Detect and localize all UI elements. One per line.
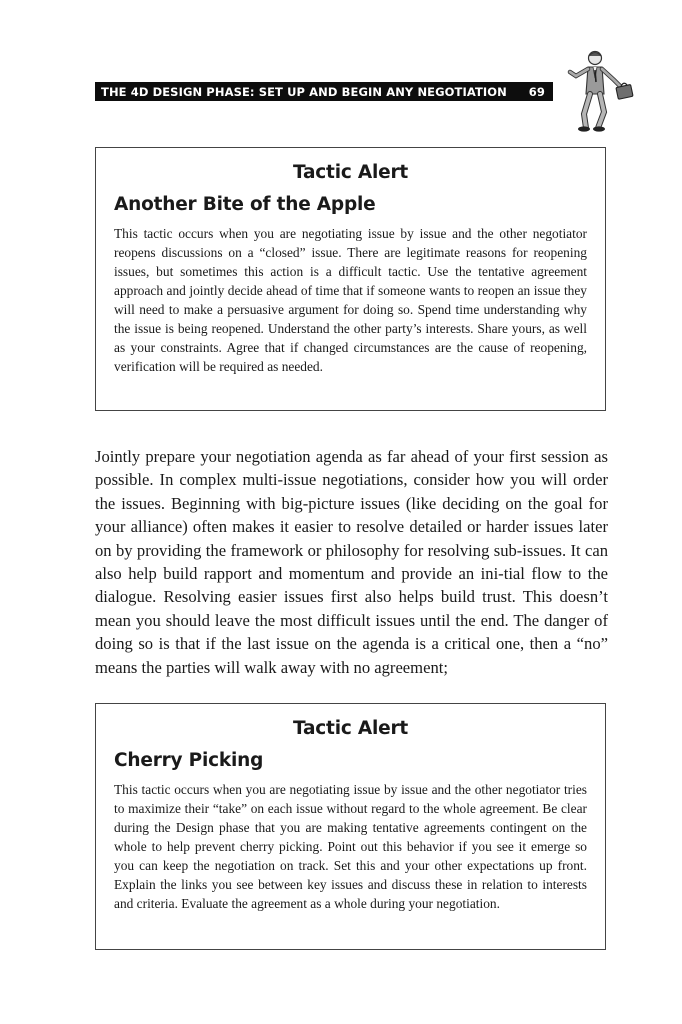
tactic-alert-text: This tactic occurs when you are negotiating issue by issue and the other negotiator reopens discussions on a “closed” issue. There are legitimate reasons for reopening issues, but sometimes this action is a difficult tactic. Use the tentative agreement approach and jointly decide ahead of time that if someone wants to reopen an issue they will need to make a persuasive argument for doing so. Spend time understanding why the issue is being reopened. Understand the other party’s interests. Share yours, as well as your constraints. Agree that if changed circumstances are the cause of reopening, verification will be required as needed. bbox=[114, 226, 587, 374]
page-number: 69 bbox=[528, 84, 545, 99]
running-header bbox=[95, 82, 553, 101]
tactic-alert-box-1 bbox=[95, 147, 606, 411]
tactic-alert-text: This tactic occurs when you are negotiating issue by issue and the other negotiator tries to maximize their “take” on each issue without regard to the whole agreement. Be clear during the Design phase that you are making tentative agreements contingent on the whole to help prevent cherry picking. Point out this behavior if you see it emerge so you can keep the negotiation on track. Set this and your other expectations up front. Explain the links you see between key issues and discuss these in relation to interests and criteria. Evaluate the agreement as a whole during your negotiation. bbox=[114, 782, 587, 911]
tactic-alert-title: Cherry Picking bbox=[114, 750, 264, 771]
tactic-alert-heading: Tactic Alert bbox=[292, 718, 409, 739]
tactic-alert-title: Another Bite of the Apple bbox=[114, 194, 376, 215]
body-paragraph: Jointly prepare your negotiation agenda as far ahead of your first session as possible. In complex multi-issue negotiations, consider how you will order the issues. Beginning with big-picture issues (like deciding on the goal for your alliance) often makes it easier to resolve detailed or harder issues later on by providing the framework or philosophy for resolving sub-issues. It can also help build rapport and momentum and provide an ini-tial flow to the dialogue. Resolving easier issues first also helps build trust. This doesn’t mean you should leave the most difficult issues until the end. The danger of doing so is that if the last issue on the agenda is a critical one, then a “no” means the parties will walk away with no agreement; bbox=[95, 447, 608, 677]
tactic-alert-heading: Tactic Alert bbox=[292, 162, 409, 183]
tactic-alert-box-2 bbox=[95, 703, 606, 950]
chapter-title: THE 4D DESIGN PHASE: SET UP AND BEGIN ANY NEGOTIATION bbox=[101, 84, 507, 99]
businessman-with-briefcase-icon bbox=[562, 48, 640, 134]
